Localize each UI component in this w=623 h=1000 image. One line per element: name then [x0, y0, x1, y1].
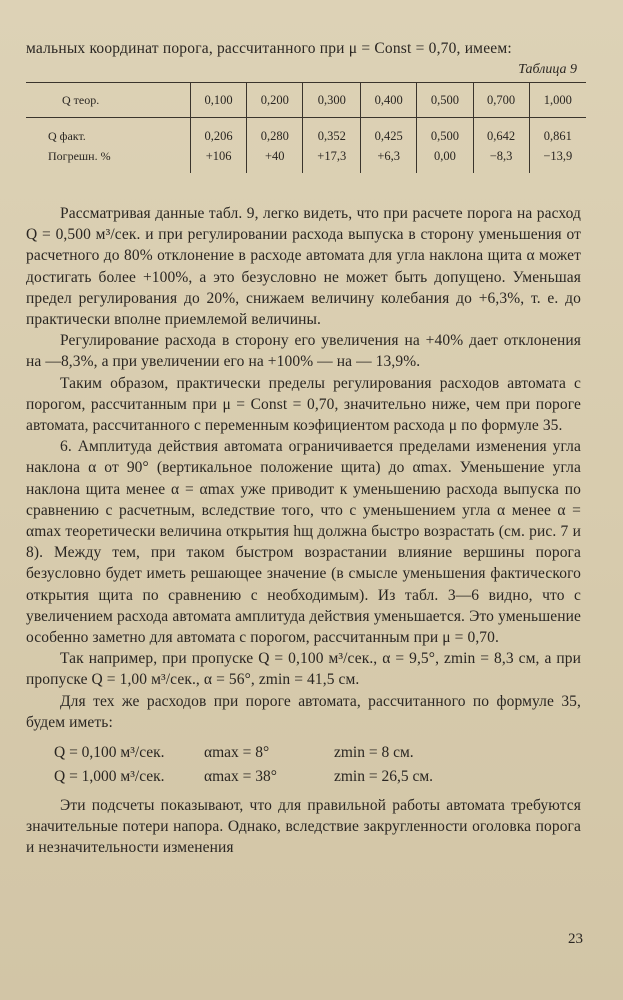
table-cell: 0,300	[303, 83, 361, 118]
table-cell: 0,00	[417, 145, 473, 173]
formula-alpha: αmax = 8°	[204, 744, 270, 762]
row-label: Q теор.	[26, 83, 191, 118]
table-cell: 0,352	[303, 118, 361, 146]
table-row-error	[26, 145, 586, 173]
table-cell: 0,861	[529, 118, 586, 146]
row-label: Q факт.	[48, 128, 86, 143]
formula-z: zmin = 26,5 см.	[334, 768, 434, 786]
table-cell: 0,500	[417, 118, 473, 146]
table-row-q-theor	[26, 83, 586, 118]
table-cell: 0,206	[191, 118, 247, 146]
intro-text: мальных координат порога, рассчитанного при μ = Const = 0,70, имеем:	[26, 40, 512, 57]
table-row-q-fact	[26, 118, 586, 146]
paragraph: Так например, при пропуске Q = 0,100 м³/сек., α = 9,5°, zmin = 8,3 см, а при пропуске Q = 1,00 м³/сек., α = 56°, zmin = 41,5 см.	[26, 650, 581, 689]
paragraph: 6. Амплитуда действия автомата ограничивается пределами изменения угла наклона α от 90° (вертикальное положение щита) до αmax. Уменьшение угла наклона щита менее α = αmax уже приводит к уменьшению расхода выпуска по сравнению с расчетным, вследствие того, что с уменьшением угла α менее α = αmax теоретически величина открытия hщ должна быстро возрастать (см. рис. 7 и 8). Между тем, при таком быстром возрастании влияние вершины порога безусловно будет иметь решающее значение (в смысле уменьшения фактического открытия щита по сравнению с необходимым). Из табл. 3—6 видно, что с увеличением расхода автомата амплитуда действия уменьшается. Это уменьшение особенно заметно для автомата с порогом, рассчитанным при μ = 0,70.	[26, 438, 581, 647]
table-cell: +40	[247, 145, 303, 173]
table-cell: 1,000	[529, 83, 586, 118]
formula-block	[26, 741, 581, 789]
paragraph: Регулирование расхода в сторону его увеличения на +40% дает отклонения на —8,3%, а при увеличении его на +100% — на — 13,9%.	[26, 332, 581, 371]
table-cell: 0,400	[361, 83, 417, 118]
formula-q: Q = 1,000 м³/сек.	[54, 768, 165, 786]
table-cell: +106	[191, 145, 247, 173]
formula-q: Q = 0,100 м³/сек.	[54, 744, 165, 762]
paragraph: Рассматривая данные табл. 9, легко видеть, что при расчете порога на расход Q = 0,500 м³/сек. и при регулировании расхода выпуска в сторону уменьшения от расчетного до 80% отклонение в расходе автомата для угла наклона щита α может достигать более +100%, а это безусловно не может быть допущено. Уменьшая предел регулирования до 20%, снижаем величину колебания до +6,3%, т. е. до практически вполне приемлемой величины.	[26, 205, 581, 329]
table-cell: +17,3	[303, 145, 361, 173]
table-cell: 0,700	[473, 83, 529, 118]
formula-z: zmin = 8 см.	[334, 744, 414, 762]
table-cell: 0,200	[247, 83, 303, 118]
formula-row	[26, 765, 581, 789]
table-cell: −13,9	[529, 145, 586, 173]
formula-alpha: αmax = 38°	[204, 768, 277, 786]
data-table	[26, 82, 586, 173]
table-cell: 0,280	[247, 118, 303, 146]
paragraph: Эти подсчеты показывают, что для правильной работы автомата требуются значительные потери напора. Однако, вследствие закругленности оголовка порога и незначительности изменения	[26, 797, 581, 857]
paragraph: Таким образом, практически пределы регулирования расходов автомата с порогом, рассчитанным при μ = Const = 0,70, значительно ниже, чем при пороге автомата, рассчитанного с переменным коэфициентом расхода μ по формуле 35.	[26, 374, 581, 435]
row-label: Погрешн. %	[48, 148, 111, 163]
paragraph: Для тех же расходов при пороге автомата, рассчитанного по формуле 35, будем иметь:	[26, 692, 581, 731]
table-cell: −8,3	[473, 145, 529, 173]
page-number: 23	[568, 931, 583, 947]
table-cell: 0,425	[361, 118, 417, 146]
table-cell: 0,100	[191, 83, 247, 118]
formula-row	[26, 741, 581, 765]
table-cell: +6,3	[361, 145, 417, 173]
body-text	[26, 203, 581, 859]
table-cell: 0,500	[417, 83, 473, 118]
table-cell: 0,642	[473, 118, 529, 146]
table-caption: Таблица 9	[518, 62, 577, 77]
